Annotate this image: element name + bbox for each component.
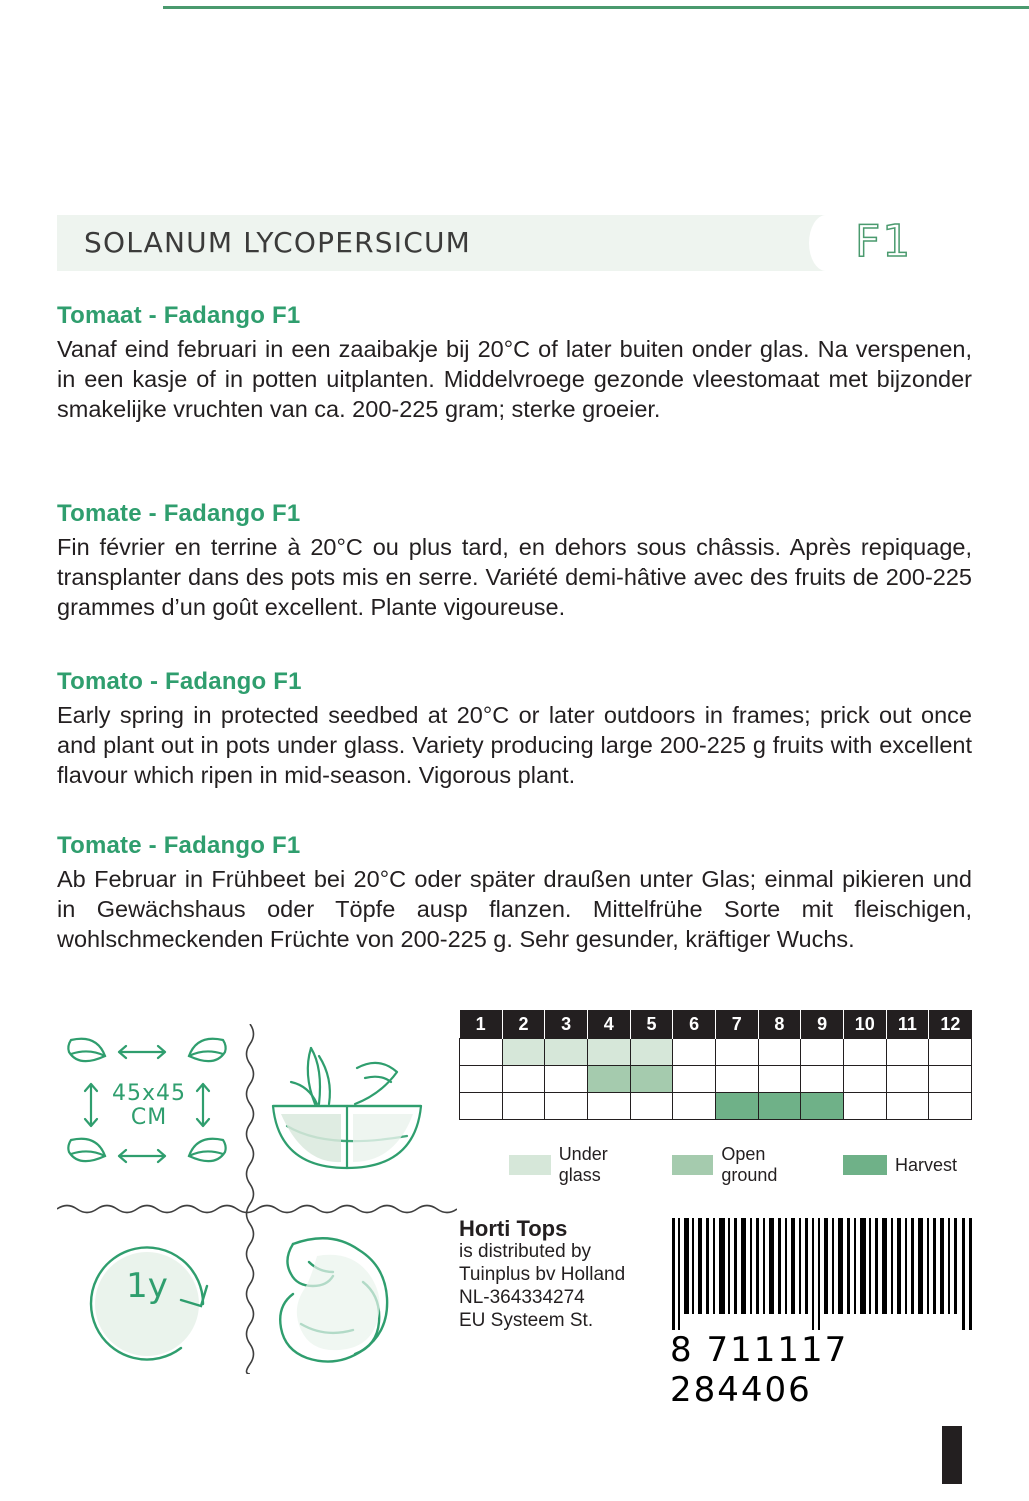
calendar-cell bbox=[843, 1066, 886, 1093]
description-block-de bbox=[57, 832, 972, 954]
description-block-nl bbox=[57, 302, 972, 424]
block-title-nl: Tomaat - Fadango F1 bbox=[57, 302, 301, 329]
calendar-header-row bbox=[460, 1010, 972, 1039]
block-title-en: Tomato - Fadango F1 bbox=[57, 668, 302, 695]
block-body-nl: Vanaf eind februari in een zaaibakje bij 20°C of later buiten onder glas. Na verspenen, in een kasje of in potten uitplanten. Middelvroege gezonde vleestomaat met bijzonder smakelijke vruchten van ca. 200-225 gram; sterke groeier. bbox=[57, 336, 972, 422]
vigour-pictogram bbox=[257, 1220, 437, 1388]
month-header: 1 bbox=[460, 1010, 503, 1039]
calendar-cell bbox=[502, 1039, 545, 1066]
calendar-cell bbox=[843, 1039, 886, 1066]
calendar-cell bbox=[502, 1066, 545, 1093]
calendar-cell bbox=[715, 1066, 758, 1093]
calendar-cell bbox=[460, 1093, 503, 1120]
calendar-cell bbox=[545, 1039, 588, 1066]
month-header: 2 bbox=[502, 1010, 545, 1039]
calendar-cell bbox=[801, 1066, 844, 1093]
species-name: SOLANUM LYCOPERSICUM bbox=[84, 226, 472, 259]
block-body-de: Ab Februar in Frühbeet bei 20°C oder später draußen unter Glas; einmal pikieren und in Gewächshaus oder Töpfe ausp flanzen. Mittelfrühe Sorte mit fleischigen, wohlschmeckenden Früchte von 200-225 g. Sehr gesunder, kräftiger Wuchs. bbox=[57, 866, 972, 952]
barcode-bars bbox=[670, 1218, 980, 1330]
calendar-cell bbox=[801, 1039, 844, 1066]
germination-duration-pictogram bbox=[57, 1220, 237, 1388]
calendar-cell bbox=[715, 1039, 758, 1066]
month-header: 4 bbox=[587, 1010, 630, 1039]
calendar-cell bbox=[758, 1093, 801, 1120]
calendar-cell bbox=[715, 1093, 758, 1120]
description-block-fr bbox=[57, 500, 972, 622]
calendar-cell bbox=[545, 1066, 588, 1093]
calendar-cell bbox=[460, 1066, 503, 1093]
calendar-cell bbox=[929, 1066, 972, 1093]
flexed-arm-icon bbox=[257, 1220, 437, 1388]
month-header: 9 bbox=[801, 1010, 844, 1039]
calendar-cell bbox=[673, 1066, 716, 1093]
calendar-cell bbox=[758, 1039, 801, 1066]
legend-item-open-ground bbox=[672, 1144, 821, 1186]
legend-item-under-glass bbox=[509, 1144, 650, 1186]
calendar-cell bbox=[758, 1066, 801, 1093]
legend-label-open-ground: Open ground bbox=[721, 1144, 778, 1185]
calendar-cell bbox=[630, 1066, 673, 1093]
calendar-cell bbox=[886, 1093, 929, 1120]
calendar-body bbox=[460, 1039, 972, 1120]
calendar-cell bbox=[886, 1066, 929, 1093]
calendar-cell bbox=[886, 1039, 929, 1066]
wavy-divider-vertical bbox=[243, 1024, 257, 1374]
calendar-cell bbox=[801, 1093, 844, 1120]
calendar-cell bbox=[630, 1093, 673, 1120]
calendar-cell bbox=[630, 1039, 673, 1066]
barcode bbox=[670, 1218, 980, 1410]
month-header: 12 bbox=[929, 1010, 972, 1039]
usage-pictogram bbox=[257, 1022, 437, 1190]
month-header: 5 bbox=[630, 1010, 673, 1039]
distributor-line-2: Tuinplus bv Holland bbox=[459, 1264, 626, 1285]
salad-bowl-icon bbox=[257, 1022, 437, 1190]
distributor-line-4: EU Systeem St. bbox=[459, 1310, 594, 1331]
block-title-de: Tomate - Fadango F1 bbox=[57, 832, 301, 859]
plant-spacing-pictogram bbox=[57, 1022, 237, 1190]
legend-item-harvest bbox=[843, 1155, 957, 1176]
barcode-number: 8 711117 284406 bbox=[670, 1330, 849, 1410]
calendar-cell bbox=[587, 1039, 630, 1066]
calendar-cell bbox=[843, 1093, 886, 1120]
month-header: 6 bbox=[673, 1010, 716, 1039]
month-header: 8 bbox=[758, 1010, 801, 1039]
calendar-cell bbox=[673, 1093, 716, 1120]
calendar-cell bbox=[502, 1093, 545, 1120]
calendar-cell bbox=[929, 1039, 972, 1066]
month-header: 7 bbox=[715, 1010, 758, 1039]
wavy-divider-horizontal bbox=[57, 1202, 457, 1216]
seed-packet-back bbox=[57, 0, 972, 1501]
calendar-cell bbox=[673, 1039, 716, 1066]
calendar-table bbox=[459, 1010, 972, 1120]
block-title-fr: Tomate - Fadango F1 bbox=[57, 500, 301, 527]
plant-spacing-label bbox=[79, 1082, 219, 1130]
calendar-cell bbox=[460, 1039, 503, 1066]
calendar-row-harvest bbox=[460, 1093, 972, 1120]
month-header: 3 bbox=[545, 1010, 588, 1039]
month-header: 11 bbox=[886, 1010, 929, 1039]
sowing-calendar bbox=[459, 1010, 972, 1185]
duration-label: 1y bbox=[126, 1266, 168, 1306]
distributor-line-3: NL-364334274 bbox=[459, 1287, 585, 1308]
month-header: 10 bbox=[843, 1010, 886, 1039]
legend-swatch-under-glass bbox=[509, 1155, 551, 1175]
banner-notch bbox=[809, 215, 843, 271]
block-body-fr: Fin février en terrine à 20°C ou plus tard, en dehors sous châssis. Après repiquage, transplanter dans des pots mis en serre. Variété demi-hâtive avec des fruits de 200-225 grammes d’un goût excellent. Plante vigoureuse. bbox=[57, 534, 972, 620]
block-body-en: Early spring in protected seedbed at 20°C or later outdoors in frames; prick out once and plant out in pots under glass. Variety producing large 200-225 g fruits with excellent flavour which ripen in mid-season. Vigorous plant. bbox=[57, 702, 972, 788]
hybrid-f1-label: F1 bbox=[855, 216, 913, 267]
plant-spacing-unit: CM bbox=[130, 1105, 168, 1130]
calendar-cell bbox=[587, 1093, 630, 1120]
legend-swatch-open-ground bbox=[672, 1155, 714, 1175]
calendar-cell bbox=[929, 1093, 972, 1120]
plant-spacing-distance: 45x45 bbox=[111, 1081, 186, 1106]
hybrid-f1-badge bbox=[855, 211, 941, 273]
distributor-line-1: is distributed by bbox=[459, 1241, 592, 1262]
calendar-row-open-ground bbox=[460, 1066, 972, 1093]
calendar-row-under-glass bbox=[460, 1039, 972, 1066]
legend-label-harvest: Harvest bbox=[894, 1154, 957, 1175]
calendar-cell bbox=[545, 1093, 588, 1120]
legend-label-under-glass: Under glass bbox=[558, 1144, 608, 1185]
print-corner-mark bbox=[942, 1426, 962, 1484]
calendar-legend bbox=[509, 1144, 979, 1186]
brand-name: Horti Tops bbox=[459, 1216, 568, 1241]
species-banner bbox=[57, 215, 842, 271]
description-block-en bbox=[57, 668, 972, 790]
legend-swatch-harvest bbox=[843, 1155, 887, 1175]
calendar-cell bbox=[587, 1066, 630, 1093]
